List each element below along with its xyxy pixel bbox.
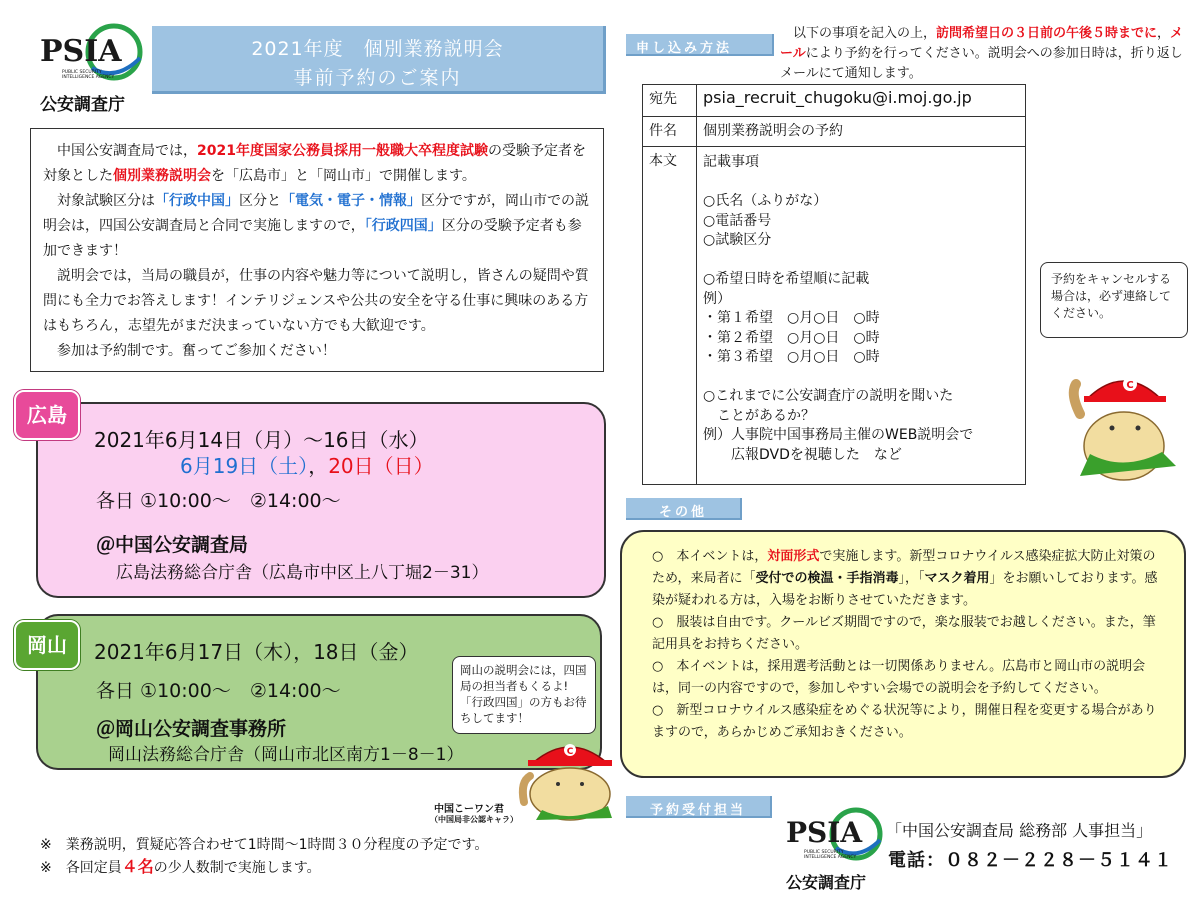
mascot-cap-letter: C [566, 747, 574, 757]
body-line: ○電話番号 [703, 212, 772, 229]
body-line [703, 173, 1019, 193]
page-title: 2021年度 個別業務説明会 [251, 38, 504, 60]
other-notes-box [620, 530, 1186, 778]
body-line: ことがあるか？ [703, 407, 815, 424]
contact-tag: 予約受付担当 [626, 796, 772, 818]
body-line: ・第３希望 ○月○日 ○時 [703, 349, 880, 365]
okayama-speech-bubble: 岡山の説明会には，四国局の担当者もくるよ!「行政四国」の方もお待ちしてます！ [452, 656, 596, 734]
other-note-1: ○ 本イベントは，対面形式で実施します。新型コロナウイルス感染症拡大防止対策のため，来局者に「受付での検温・手指消毒」，「マスク着用」をお願いしております。感染が疑われる方は，入場をお断りさせていただきます。 [652, 549, 1158, 608]
footnote-2: ※ 各回定員４名の少人数制で実施します。 [40, 857, 321, 876]
hiroshima-date-1: 2021年6月14日（月）～16日（水） [94, 428, 429, 452]
intro-paragraph-2: 対象試験区分は「行政中国」区分と「電気・電子・情報」区分ですが，岡山市での説明会は，四国公安調査局と合同で実施しますので，「行政四国」区分の受験予定者も参加できます！ [43, 193, 589, 259]
mascot-name: 中国こーワン君 [434, 804, 504, 815]
okayama-address: 岡山法務総合庁舎（岡山市北区南方1－8－1） [108, 745, 464, 765]
body-line [703, 251, 1019, 271]
intro-box [30, 128, 604, 372]
cancel-speech-bubble: 予約をキャンセルする場合は，必ず連絡してください。 [1040, 262, 1188, 338]
contact-phone: 電話：０８２－２２８－５１４１ [888, 850, 1173, 871]
to-label: 宛先 [643, 85, 697, 117]
agency-name: 公安調査庁 [786, 873, 867, 892]
body-line: ○希望日時を希望順に記載 [703, 271, 870, 287]
footnote-1: ※ 業務説明，質疑応答合わせて1時間～1時間３０分程度の予定です。 [40, 837, 489, 853]
other-note-4: ○ 新型コロナウイルス感染症をめぐる状況等により，開催日程を変更する場合がありますので，あらかじめご承知おきください。 [652, 703, 1157, 740]
hiroshima-address: 広島法務総合庁舎（広島市中区上八丁堀2－31） [116, 563, 489, 583]
body-line: ・第２希望 ○月○日 ○時 [703, 329, 880, 346]
psia-logo-bottom [784, 806, 884, 890]
page-subtitle: 事前予約のご案内 [293, 67, 462, 89]
mascot-cap-letter: C [1126, 380, 1134, 391]
psia-logo [36, 22, 144, 115]
body-line: 記載事項 [703, 154, 759, 170]
apply-tag: 申し込み方法 [626, 34, 774, 56]
hiroshima-venue: ＠中国公安調査局 [96, 534, 249, 556]
table-row [643, 117, 1026, 147]
logo-text: PSIA [786, 816, 863, 849]
mascot-icon [512, 732, 622, 822]
body-line: 例）人事院中国事務局主催のWEB説明会で [703, 427, 974, 443]
okayama-tag: 岡山 [14, 620, 80, 670]
okayama-date: 2021年6月17日（木），18日（金） [94, 640, 419, 664]
okayama-times: 各日 ①10:00～ ②14:00～ [96, 680, 341, 702]
contact-dept: 「中国公安調査局 総務部 人事担当」 [886, 821, 1153, 840]
agency-name: 公安調査庁 [40, 95, 125, 115]
apply-instructions: 以下の事項を記入の上，訪問希望日の３日前の午後５時までに，メールにより予約を行ってください。説明会への参加日時は，折り返しメールにて通知します。 [780, 26, 1184, 81]
table-row [643, 147, 1026, 485]
body-line: ○氏名（ふりがな） [703, 193, 828, 209]
body-line: ○試験区分 [703, 232, 772, 248]
table-row [643, 85, 1026, 117]
body-line [703, 368, 1019, 388]
hiroshima-tag: 広島 [14, 390, 80, 440]
mascot-waving-icon [1050, 354, 1180, 484]
title-box [152, 26, 606, 94]
hiroshima-date-2: 6月19日（土），20日（日） [180, 454, 434, 478]
logo-subtext: PUBLIC SECURITY INTELLIGENCE AGENCY [804, 850, 857, 860]
other-note-2: ○ 服装は自由です。クールビズ期間ですので，楽な服装でお越しください。また，筆記用具をお持ちください。 [652, 615, 1156, 652]
hiroshima-times: 各日 ①10:00～ ②14:00～ [96, 490, 341, 512]
to-value: psia_recruit_chugoku@i.moj.go.jp [697, 85, 1026, 117]
subject-value: 個別業務説明会の予約 [697, 117, 1026, 147]
intro-paragraph-4: 参加は予約制です。奮ってご参加ください！ [57, 343, 336, 359]
body-line: 広報DVDを視聴した など [703, 446, 902, 463]
other-tag: その他 [626, 498, 742, 520]
other-note-3: ○ 本イベントは，採用選考活動とは一切関係ありません。広島市と岡山市の説明会は，同一の内容ですので，参加しやすい会場での説明会を予約してください。 [652, 659, 1146, 696]
body-value [697, 147, 1026, 485]
body-label: 本文 [643, 147, 697, 485]
intro-paragraph-1: 中国公安調査局では，2021年度国家公務員採用一般職大卒程度試験の受験予定者を対象とした個別業務説明会を「広島市」と「岡山市」で開催します。 [43, 143, 586, 184]
body-line: ・第１希望 ○月○日 ○時 [703, 310, 880, 326]
logo-subtext: PUBLIC SECURITY INTELLIGENCE AGENCY [62, 70, 115, 80]
body-line: ○これまでに公安調査庁の説明を聞いた [703, 388, 954, 404]
footnotes [40, 834, 600, 879]
body-line: 例） [703, 290, 731, 307]
subject-label: 件名 [643, 117, 697, 147]
okayama-venue: ＠岡山公安調査事務所 [96, 718, 287, 740]
logo-text: PSIA [40, 34, 122, 69]
mail-format-table [642, 84, 1026, 485]
mascot-sub: （中国局非公認キャラ） [430, 815, 518, 824]
intro-paragraph-3: 説明会では，当局の職員が，仕事の内容や魅力等について説明し，皆さんの疑問や質問にも全力でお答えします！インテリジェンスや公共の安全を守る仕事に興味のある方はもちろん，志望先がまだ決まっていない方でも大歓迎です。 [43, 268, 589, 334]
